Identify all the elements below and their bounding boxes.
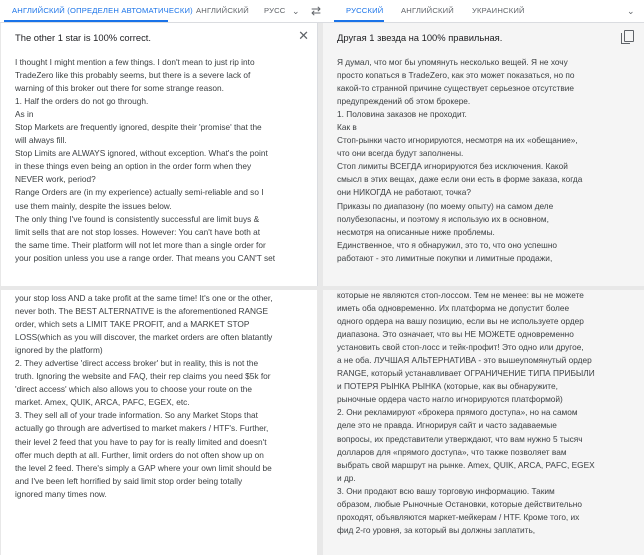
source-text-line: truth. Ignoring the website and FAQ, their rep claims you need $5k for — [15, 371, 271, 382]
translation-text-line: выбрать свой маршрут на рынке. Amex, QUIK, ARCA, PAFC, EGEX — [337, 459, 595, 470]
source-tab-underline — [4, 20, 168, 22]
translation-text-line: диапазона. Это означает, что вы НЕ МОЖЕТЕ одновременно — [337, 329, 574, 340]
target-tab-underline — [334, 20, 384, 22]
translation-text-line: предупреждений об этом брокере. — [337, 96, 471, 107]
source-text-line: Stop Markets are frequently ignored, despite their 'promise' that the — [15, 122, 262, 133]
copy-translation-icon[interactable] — [624, 30, 634, 42]
source-text-line: I thought I might mention a few things. I don't mean to just rip into — [15, 57, 255, 67]
swap-languages-icon[interactable]: ⇄ — [311, 4, 322, 18]
source-text-line: limit sells that are not stop losses. However: You can't have both at — [15, 226, 261, 237]
source-text-continuation[interactable] — [15, 292, 313, 501]
source-text-line: ignored many times now. — [15, 488, 107, 499]
translation-text-line: Как в — [337, 122, 357, 133]
translation-text-line: и ПОТЕРЯ РЫНКА РЫНКА (которые, как вы обнаружите, — [337, 381, 558, 392]
translation-text-line: долларов для «прямого доступа», что также позволяет вам — [337, 446, 567, 457]
source-text-line: Range Orders are (in my experience) actually semi-reliable and so I — [15, 187, 264, 198]
source-text-line: 'direct access' which also allows you to choose your route on the — [15, 384, 252, 395]
source-text-line: ignored by the platform) — [15, 345, 103, 356]
translation-heading: Другая 1 звезда на 100% правильная. — [337, 32, 503, 43]
translation-text-line: 2. Они рекламируют «брокера прямого доступа», но на самом — [337, 407, 578, 418]
translation-text-line: деле это не правда. Игнорируя сайт и часто задаваемые — [337, 420, 557, 431]
language-tab-bar — [0, 0, 644, 23]
source-text-line: The only thing I've found is consistently successful are limit buys & — [15, 213, 260, 224]
source-text-panel[interactable] — [1, 23, 318, 286]
source-text-line: the same time. Their platform will not let more than a single order for — [15, 239, 266, 250]
translation-text-line: Единственное, что я обнаружил, это то, что оно успешно — [337, 239, 558, 250]
translation-text-line: и др. — [337, 472, 356, 483]
source-text-line: NEVER work, period? — [15, 174, 96, 185]
translation-text-line: Приказы по диапазону (по моему опыту) на самом деле — [337, 200, 554, 211]
translation-continuation-panel — [323, 290, 644, 555]
source-text-line: order, which sets a LIMIT TAKE PROFIT, and a MARKET STOP — [15, 319, 250, 330]
translation-text-line: одного ордера на вашу позицию, если вы не используете ордер — [337, 316, 584, 327]
translation-text-line: какой-то странной причине существует серьезное отсутствие — [337, 83, 574, 94]
translation-panel — [323, 23, 644, 286]
translation-text-line: вопросы, их представители утверждают, что вам нужно 5 тысяч — [337, 433, 583, 444]
translation-text-continuation — [337, 290, 629, 537]
tab-target-ukrainian[interactable]: УКРАИНСКИЙ — [472, 6, 525, 15]
translation-text-line: рыночные ордера часто нагло игнорируются платформой) — [337, 394, 563, 405]
translation-text-line: работают - это лимитные покупки и лимитные продажи, — [337, 252, 553, 263]
translation-text-line: иметь оба одновременно. Их платформа не допустит более — [337, 303, 570, 314]
source-text-line: your position unless you use a range order. That means you CAN'T set — [15, 252, 276, 263]
tab-source-detected-english[interactable]: АНГЛИЙСКИЙ (ОПРЕДЕЛЕН АВТОМАТИЧЕСКИ) — [12, 6, 193, 15]
translation-text-line: 3. Они продают всю вашу торговую информацию. Таким — [337, 485, 555, 496]
source-text-line: As in — [15, 109, 34, 120]
translation-text-line: установить свой стоп-лосс и тейк-профит! Это одно или другое, — [337, 342, 584, 353]
source-text-body[interactable] — [15, 56, 310, 265]
source-text-line: their level 2 feed that you have to pay for is really limited and doesn't — [15, 436, 267, 447]
source-text-line: will always fill. — [15, 135, 67, 146]
tab-target-english[interactable]: АНГЛИЙСКИЙ — [401, 6, 454, 15]
source-language-chevron-down-icon[interactable]: ⌄ — [292, 6, 300, 16]
source-text-line: in these things even being an option in the order form when they — [15, 161, 252, 172]
translation-text-line: что они всегда будут заполнены. — [337, 148, 464, 159]
source-text-line: 2. They advertise 'direct access broker' but in reality, this is not the — [15, 358, 259, 369]
translation-text-body — [337, 56, 633, 265]
translation-text-line: проходят, объявляются маркет-мейкерам / HTF. Кроме того, их — [337, 511, 580, 522]
source-text-line: and I've been left horrified by said limit stop order being totally — [15, 475, 243, 486]
translation-text-line: 1. Половина заказов не проходит. — [337, 109, 467, 120]
source-text-line: actually go through are advertised to market makers / HTF's. Further, — [15, 423, 269, 434]
translation-text-line: полубезопасны, и поэтому я использую их в основном, — [337, 213, 549, 224]
target-language-chevron-down-icon[interactable]: ⌄ — [627, 6, 635, 16]
source-text-line: LOSS(which as you will discover, the market orders are often blatantly — [15, 332, 273, 343]
source-text-line: 1. Half the orders do not go through. — [15, 96, 149, 107]
translation-text-line: Я думал, что мог бы упомянуть несколько вещей. Я не хочу — [337, 57, 568, 67]
tab-target-russian[interactable]: РУССКИЙ — [346, 6, 384, 15]
clear-source-close-icon[interactable]: ✕ — [298, 28, 309, 43]
source-text-line: 3. They sell all of your trade information. So any Market Stops that — [15, 410, 258, 421]
source-text-line: your stop loss AND a take profit at the same time! It's one or the other, — [15, 293, 273, 303]
translation-text-line: Стоп-рынки часто игнорируются, несмотря на их «обещание», — [337, 135, 578, 146]
source-text-line: the level 2 feed. There's simply a GAP where your own limit should be — [15, 462, 272, 473]
tab-source-english[interactable]: АНГЛИЙСКИЙ — [196, 6, 249, 15]
translation-text-line: просто копаться в TradeZero, как это может показаться, но по — [337, 70, 575, 81]
source-text-line: TradeZero like this probably seems, but there is a severe lack of — [15, 70, 251, 81]
translation-text-line: а не оба. ЛУЧШАЯ АЛЬТЕРНАТИВА - это вышеупомянутый ордер — [337, 355, 592, 366]
source-text-line: Stop Limits are ALWAYS ignored, without exception. What's the point — [15, 148, 268, 159]
translation-text-line: фид 2-го уровня, за который вы должны заплатить, — [337, 524, 536, 535]
translation-text-line: Стоп лимиты ВСЕГДА игнорируются без исключения. Какой — [337, 161, 568, 172]
source-heading: The other 1 star is 100% correct. — [15, 32, 151, 43]
translation-text-line: смысл в этих вещах, даже если они есть в форме заказа, когда — [337, 174, 583, 185]
source-text-line: use them mainly, despite the issues below. — [15, 200, 172, 211]
source-text-continuation-panel[interactable] — [1, 290, 317, 555]
translation-text-line: образом, любые Рыночные Остановки, которые действительно — [337, 498, 583, 509]
source-text-line: market. Amex, QUIK, ARCA, PAFC, EGEX, etc. — [15, 397, 190, 408]
source-text-line: warning of this broker out there for some strange reason. — [15, 83, 224, 94]
source-text-line: offer much depth at all. Further, limit orders do not often show up on — [15, 449, 264, 460]
translation-text-line: несмотря на описанные ниже проблемы. — [337, 226, 495, 237]
translation-text-line: RANGE, который устанавливает ОГРАНИЧЕНИЕ ТИПА ПРИБЫЛИ — [337, 368, 595, 379]
translation-text-line: они НИКОГДА не работают, точка? — [337, 187, 471, 198]
source-text-line: never both. The BEST ALTERNATIVE is the aforementioned RANGE — [15, 306, 269, 317]
translation-text-line: которые не являются стоп-лоссом. Тем не менее: вы не можете — [337, 290, 584, 300]
tab-source-russian[interactable]: РУСС — [264, 6, 286, 15]
